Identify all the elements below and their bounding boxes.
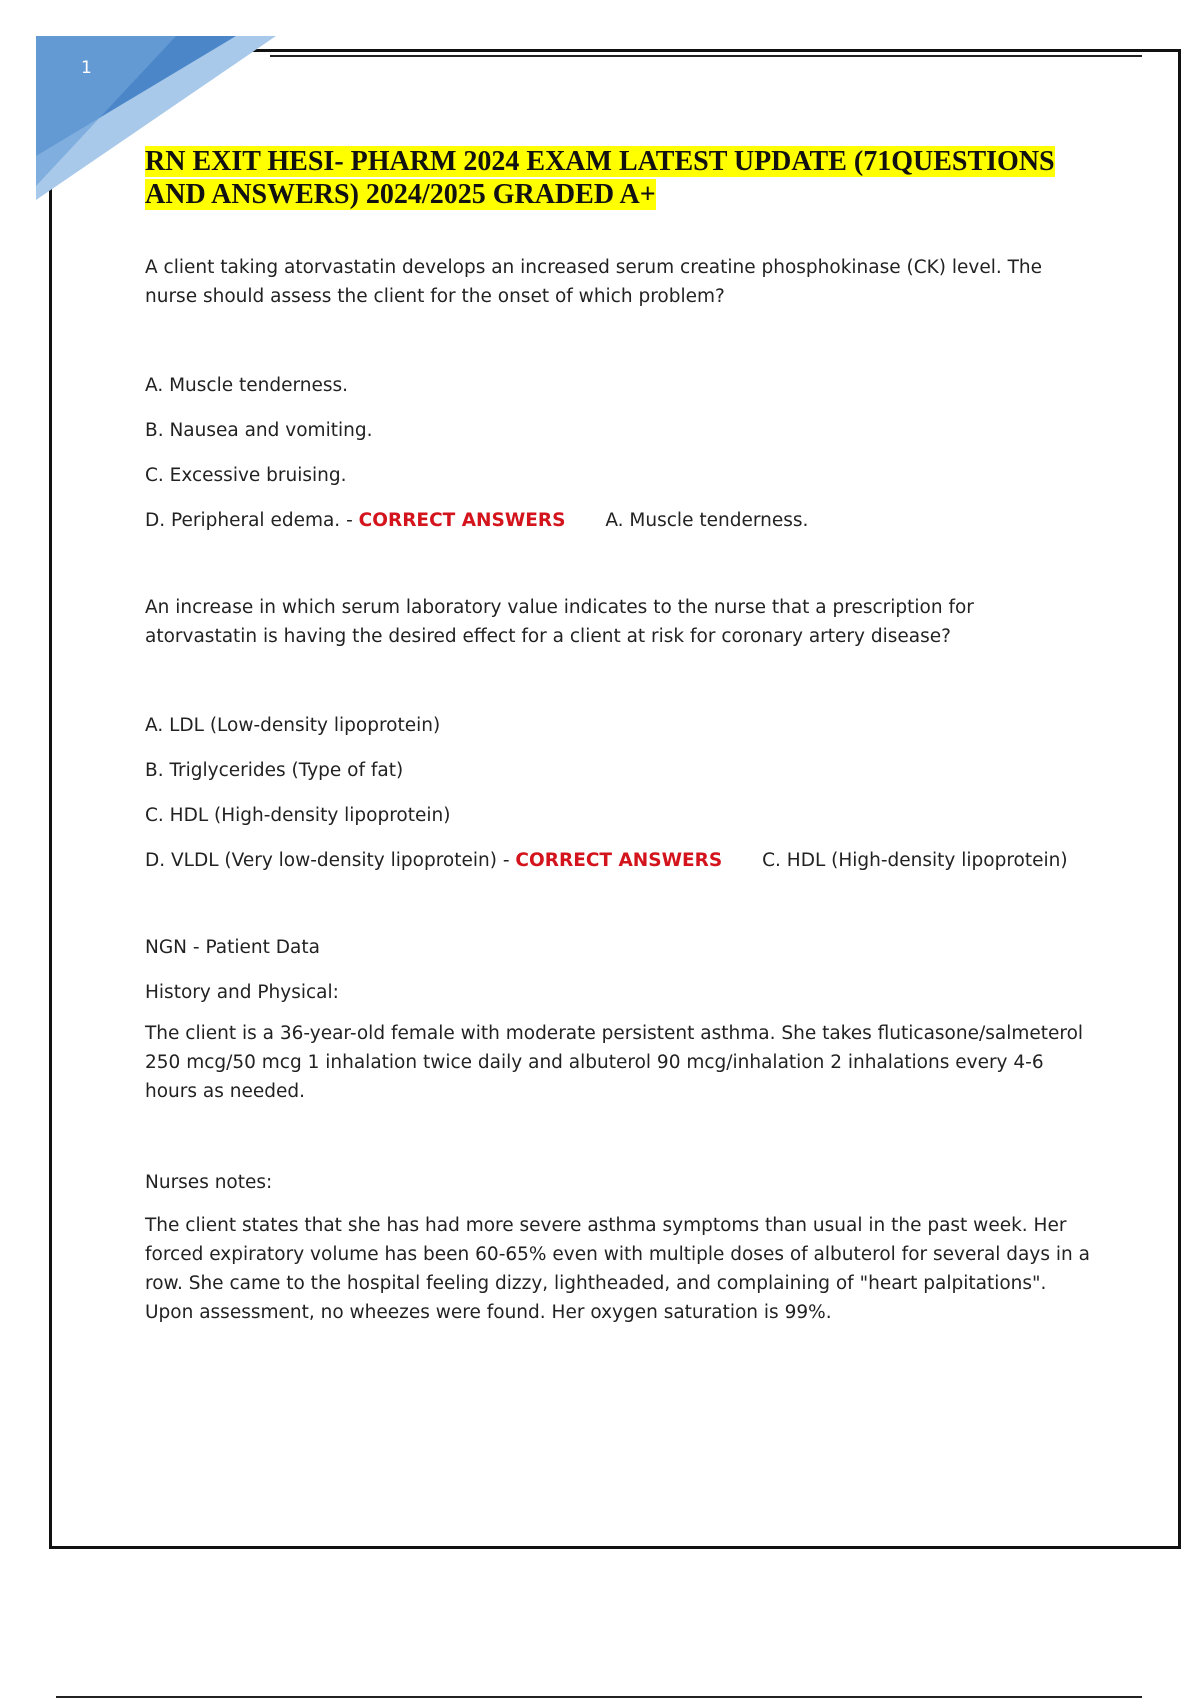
correct-answer: C. HDL (High-density lipoprotein) (762, 850, 1068, 871)
correct-answer: A. Muscle tenderness. (605, 510, 809, 531)
correct-answers-label: CORRECT ANSWERS (515, 850, 723, 871)
history-label: History and Physical: (145, 982, 339, 1003)
question-2 (145, 593, 1090, 875)
nurses-notes-text: The client states that she has had more severe asthma symptoms than usual in the past week. Her forced expiratory volume has been 60-65% even with multiple doses of albuterol for several days in a row. She came to the hospital feeling dizzy, lightheaded, and complaining of "heart palpitations". Upon assessment, no wheezes were found. Her oxygen saturation is 99%. (145, 1215, 1090, 1323)
answer-option: B. Triglycerides (Type of fat) (145, 760, 404, 781)
answer-option: C. HDL (High-density lipoprotein) (145, 805, 451, 826)
answer-option: A. Muscle tenderness. (145, 375, 349, 396)
section-heading: NGN - Patient Data (145, 937, 320, 958)
question-1 (145, 253, 1090, 535)
answer-option-with-key (145, 506, 1090, 535)
question-stem: An increase in which serum laboratory value indicates to the nurse that a prescription for atorvastatin is having the desired effect for a client at risk for coronary artery disease? (145, 597, 974, 647)
answer-option: D. Peripheral edema. - (145, 510, 353, 531)
nurses-notes-label: Nurses notes: (145, 1172, 273, 1193)
ngn-patient-data (145, 933, 1090, 1327)
answer-option: C. Excessive bruising. (145, 465, 347, 486)
document-body (145, 253, 1090, 1327)
header-rule (270, 55, 1142, 57)
answer-option: A. LDL (Low-density lipoprotein) (145, 715, 441, 736)
page-number: 1 (81, 58, 92, 78)
title-line-1: RN EXIT HESI- PHARM 2024 EXAM LATEST UPDATE (71QUESTIONS (145, 146, 1055, 177)
title-line-2: AND ANSWERS) 2024/2025 GRADED A+ (145, 179, 656, 210)
answer-option: D. VLDL (Very low-density lipoprotein) - (145, 850, 510, 871)
question-stem: A client taking atorvastatin develops an increased serum creatine phosphokinase (CK) level. The nurse should assess the client for the onset of which problem? (145, 257, 1043, 307)
answer-option-with-key (145, 846, 1090, 875)
answer-option: B. Nausea and vomiting. (145, 420, 373, 441)
history-text: The client is a 36-year-old female with moderate persistent asthma. She takes fluticasone/salmeterol 250 mcg/50 mcg 1 inhalation twice daily and albuterol 90 mcg/inhalation 2 inhalations every 4-6 hours as needed. (145, 1023, 1084, 1102)
footer-rule (56, 1696, 1142, 1698)
document-title (145, 145, 1105, 211)
correct-answers-label: CORRECT ANSWERS (358, 510, 566, 531)
